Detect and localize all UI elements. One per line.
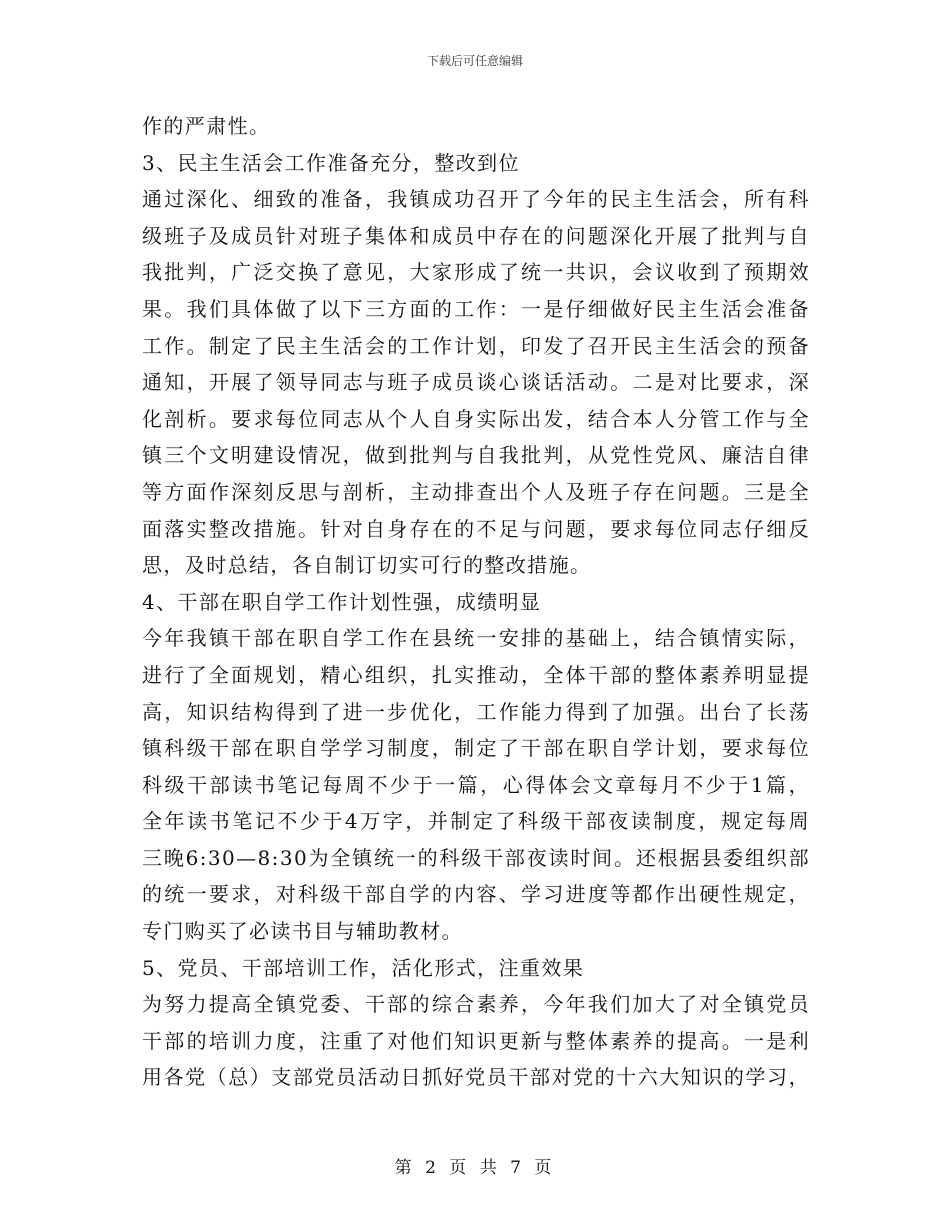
paragraph-line: 进行了全面规划，精心组织，扎实推动，全体干部的整体素养明显提 [142,662,810,687]
paragraph-line: 的统一要求，对科级干部自学的内容、学习进度等都作出硬性规定， [142,882,810,907]
paragraph-line: 通知，开展了领导同志与班子成员谈心谈话活动。二是对比要求，深 [142,370,810,395]
paragraph-line: 高，知识结构得到了进一步优化，工作能力得到了加强。出台了长荡 [142,699,810,724]
paragraph-line: 今年我镇干部在职自学工作在县统一安排的基础上，结合镇情实际， [142,626,810,651]
page-header: 下载后可任意编辑 [426,54,523,68]
paragraph-line: 用各党（总）支部党员活动日抓好党员干部对党的十六大知识的学习， [142,1065,810,1090]
paragraph-line: 工作。制定了民主生活会的工作计划，印发了召开民主生活会的预备 [142,333,810,358]
paragraph-line: 专门购买了必读书目与辅助教材。 [142,919,463,944]
page-number: 第 2 页 共 7 页 [394,1158,556,1178]
paragraph-line: 镇科级干部在职自学学习制度，制定了干部在职自学计划，要求每位 [142,736,810,761]
paragraph-line: 等方面作深刻反思与剖析，主动排查出个人及班子存在问题。三是全 [142,479,810,504]
section-heading: 4、干部在职自学工作计划性强，成绩明显 [142,589,542,614]
paragraph-line: 三晚6:30—8:30为全镇统一的科级干部夜读时间。还根据县委组织部 [142,845,810,870]
paragraph-line: 作的严肃性。 [142,114,271,138]
paragraph-line: 镇三个文明建设情况，做到批判与自我批判，从党性党风、廉洁自律 [142,443,810,468]
paragraph-line: 全年读书笔记不少于4万字，并制定了科级干部夜读制度，规定每周 [142,809,810,834]
section-heading: 3、民主生活会工作准备充分，整改到位 [142,150,520,175]
paragraph-line: 通过深化、细致的准备，我镇成功召开了今年的民主生活会，所有科 [142,187,810,212]
paragraph-line: 果。我们具体做了以下三方面的工作：一是仔细做好民主生活会准备 [142,296,810,321]
paragraph-line: 科级干部读书笔记每周不少于一篇，心得体会文章每月不少于1篇， [142,772,810,797]
section-heading: 5、党员、干部培训工作，活化形式，注重效果 [142,955,585,980]
document-body [142,108,810,1096]
paragraph-line: 级班子及成员针对班子集体和成员中存在的问题深化开展了批判与自 [142,223,810,248]
paragraph-line: 面落实整改措施。针对自身存在的不足与问题，要求每位同志仔细反 [142,516,810,541]
paragraph-line: 化剖析。要求每位同志从个人自身实际出发，结合本人分管工作与全 [142,406,810,431]
paragraph-line: 我批判，广泛交换了意见，大家形成了统一共识，会议收到了预期效 [142,260,810,285]
paragraph-line: 思，及时总结，各自制订切实可行的整改措施。 [142,553,592,578]
paragraph-line: 干部的培训力度，注重了对他们知识更新与整体素养的提高。一是利 [142,1028,810,1053]
paragraph-line: 为努力提高全镇党委、干部的综合素养，今年我们加大了对全镇党员 [142,992,810,1017]
